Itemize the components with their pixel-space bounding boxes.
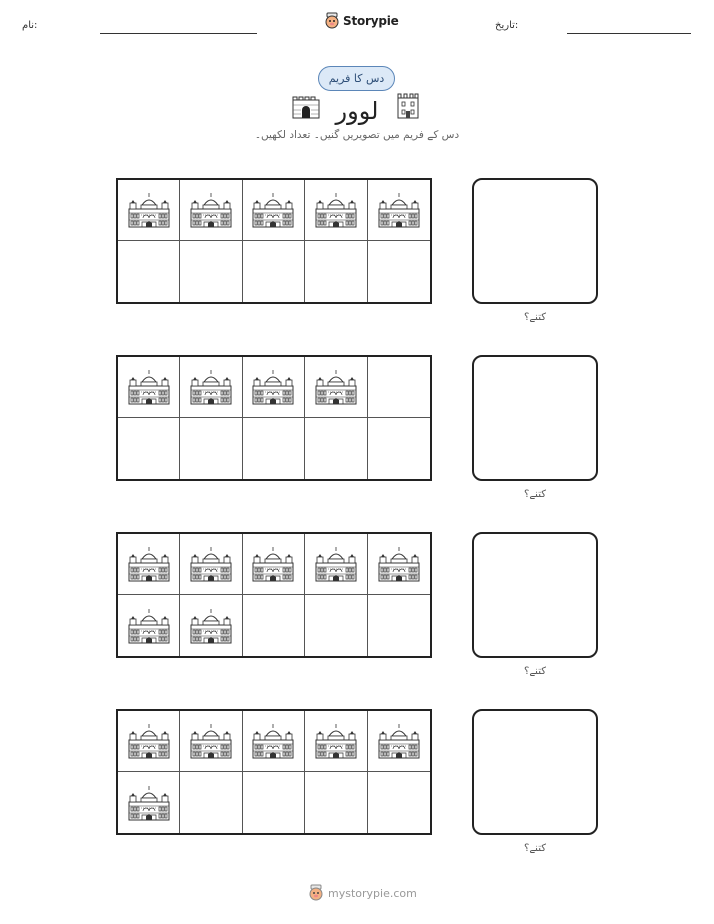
ten-frame-cell [180, 357, 242, 418]
how-many-label: کتنے؟ [524, 666, 546, 677]
louvre-building-icon [251, 191, 295, 229]
ten-frame-cell [368, 241, 430, 302]
louvre-building-icon [189, 368, 233, 406]
ten-frame [116, 709, 432, 835]
ten-frame-cell [305, 180, 367, 241]
answer-box[interactable] [472, 178, 598, 304]
ten-frame-cell [118, 711, 180, 772]
louvre-building-icon [189, 545, 233, 583]
ten-frame-cell [118, 180, 180, 241]
ten-frame-cell [368, 180, 430, 241]
louvre-building-icon [314, 722, 358, 760]
louvre-building-icon [314, 545, 358, 583]
ten-frame-cell [180, 772, 242, 833]
answer-box[interactable] [472, 532, 598, 658]
storypie-mascot-icon [308, 884, 324, 902]
date-label: تاریخ: [495, 20, 519, 31]
ten-frame-cell [243, 180, 305, 241]
footer-url: mystorypie.com [328, 886, 417, 900]
louvre-building-icon [251, 368, 295, 406]
louvre-building-icon [377, 722, 421, 760]
louvre-building-icon [127, 191, 171, 229]
worksheet-type-pill: دس کا فریم [318, 66, 395, 91]
how-many-label: کتنے؟ [524, 489, 546, 500]
ten-frame [116, 178, 432, 304]
brand-logo [324, 12, 399, 30]
ten-frame-cell [243, 357, 305, 418]
ten-frame-cell [180, 180, 242, 241]
ten-frame-cell [305, 357, 367, 418]
brand-name: Storypie [343, 14, 399, 28]
ten-frame-cell [368, 534, 430, 595]
castle-gate-icon [291, 94, 321, 120]
ten-frame-cell [305, 595, 367, 656]
footer [308, 884, 417, 902]
louvre-building-icon [314, 191, 358, 229]
ten-frame-cell [243, 241, 305, 302]
ten-frame-cell [180, 241, 242, 302]
louvre-building-icon [127, 784, 171, 822]
ten-frame-cell [180, 418, 242, 479]
worksheet-title: لوور [335, 97, 379, 125]
ten-frame-cell [305, 534, 367, 595]
louvre-building-icon [377, 191, 421, 229]
ten-frame-cell [180, 595, 242, 656]
ten-frame-cell [368, 595, 430, 656]
ten-frame-cell [243, 711, 305, 772]
louvre-building-icon [127, 545, 171, 583]
ten-frame-cell [243, 595, 305, 656]
castle-tower-icon [394, 92, 422, 120]
ten-frame-cell [305, 418, 367, 479]
louvre-building-icon [127, 607, 171, 645]
ten-frame-cell [118, 241, 180, 302]
ten-frame-cell [368, 418, 430, 479]
louvre-building-icon [251, 545, 295, 583]
ten-frame-cell [118, 418, 180, 479]
ten-frame-cell [118, 357, 180, 418]
ten-frame-cell [243, 772, 305, 833]
ten-frame-cell [180, 534, 242, 595]
ten-frame-cell [305, 711, 367, 772]
louvre-building-icon [189, 607, 233, 645]
answer-box[interactable] [472, 709, 598, 835]
name-write-line [100, 33, 257, 34]
storypie-mascot-icon [324, 12, 340, 30]
louvre-building-icon [377, 545, 421, 583]
louvre-building-icon [251, 722, 295, 760]
ten-frame-cell [305, 241, 367, 302]
ten-frame-cell [305, 772, 367, 833]
louvre-building-icon [127, 368, 171, 406]
ten-frame-cell [243, 534, 305, 595]
ten-frame-cell [368, 711, 430, 772]
louvre-building-icon [189, 722, 233, 760]
ten-frame-cell [243, 418, 305, 479]
louvre-building-icon [314, 368, 358, 406]
ten-frame-cell [368, 772, 430, 833]
louvre-building-icon [189, 191, 233, 229]
ten-frame-cell [118, 595, 180, 656]
ten-frame [116, 355, 432, 481]
ten-frame-cell [118, 534, 180, 595]
how-many-label: کتنے؟ [524, 843, 546, 854]
ten-frame [116, 532, 432, 658]
ten-frame-cell [118, 772, 180, 833]
date-write-line [567, 33, 691, 34]
ten-frame-cell [368, 357, 430, 418]
louvre-building-icon [127, 722, 171, 760]
instructions-text: دس کے فریم میں تصویریں گنیں۔ تعداد لکھیں۔ [254, 129, 460, 141]
answer-box[interactable] [472, 355, 598, 481]
name-label: نام: [22, 20, 38, 31]
how-many-label: کتنے؟ [524, 312, 546, 323]
ten-frame-cell [180, 711, 242, 772]
